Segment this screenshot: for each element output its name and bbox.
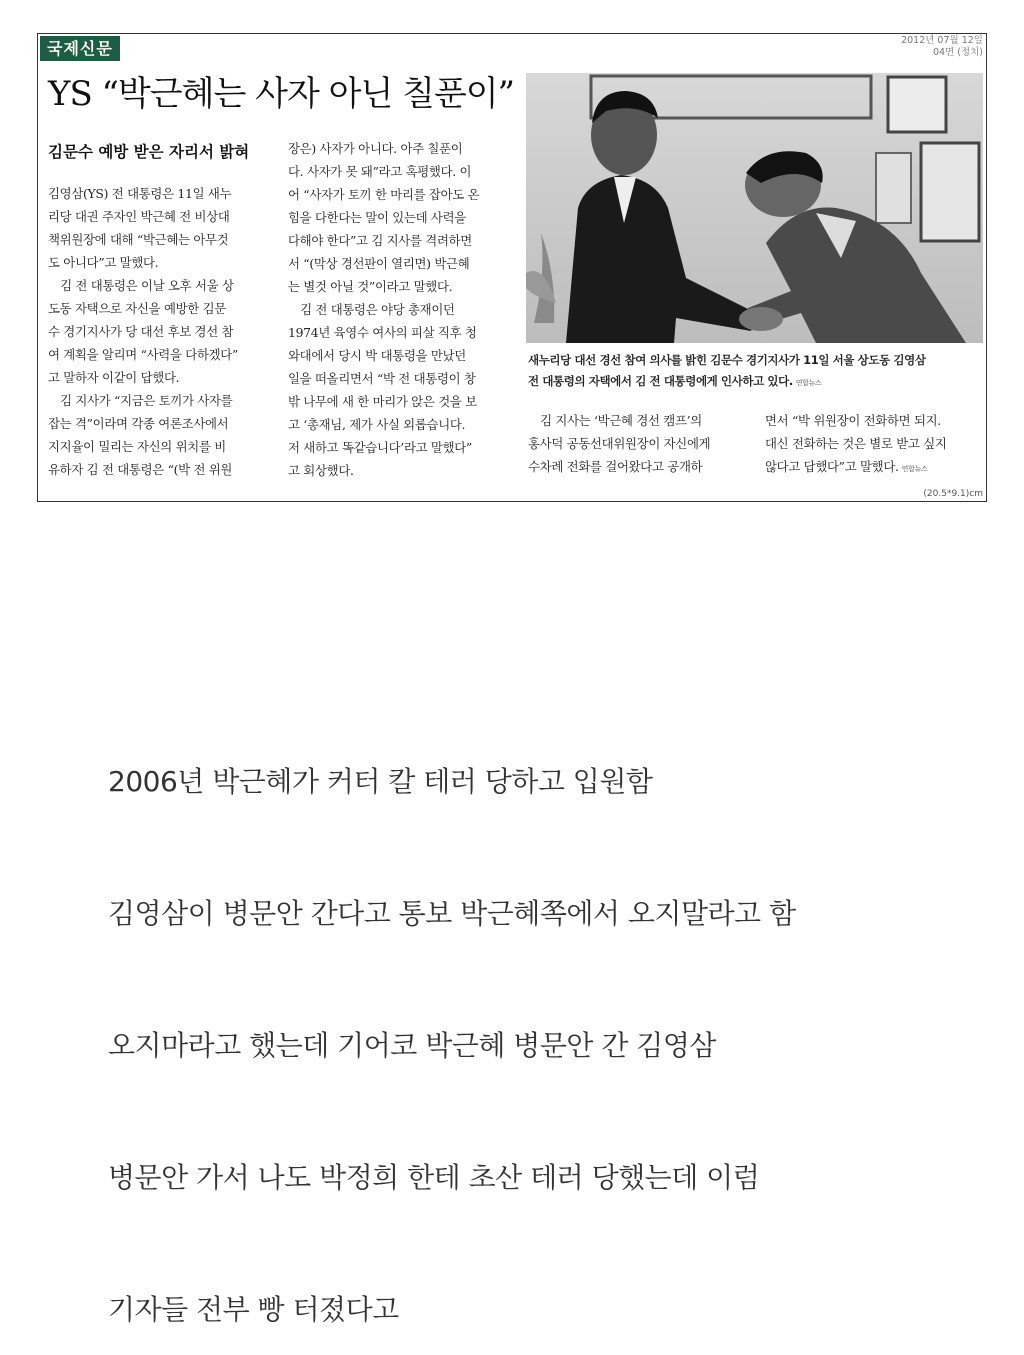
wall-frame bbox=[921, 143, 979, 241]
body-line: 힘을 다한다는 말이 있는데 사력을 bbox=[288, 210, 466, 225]
body-line: 김 전 대통령은 야당 총재이던 bbox=[288, 302, 455, 317]
body-line: 도 아니다”고 말했다. bbox=[48, 255, 159, 270]
caption-line bbox=[528, 371, 983, 394]
body-line: 어 “사자가 토끼 한 마리를 잡아도 온 bbox=[288, 187, 480, 202]
article-page: 04면 (정치) bbox=[932, 47, 983, 58]
article-subhead: 김문수 예방 받은 자리서 밝혀 bbox=[48, 142, 250, 161]
person-left-suit bbox=[566, 175, 756, 343]
body-line: 대신 전화하는 것은 별로 받고 싶지 bbox=[765, 436, 947, 451]
body-line: 잡는 격”이라며 각종 여론조사에서 bbox=[48, 416, 229, 431]
body-line: 면서 “박 위원장이 전화하면 되지. bbox=[765, 413, 941, 428]
body-line: 고 회상했다. bbox=[288, 463, 354, 478]
body-line: 밖 나무에 새 한 마리가 앉은 것을 보 bbox=[288, 394, 477, 409]
body-line: 고 말하자 이같이 답했다. bbox=[48, 370, 180, 385]
wall-frame bbox=[876, 153, 911, 223]
body-line: 와대에서 당시 박 대통령을 만났던 bbox=[288, 348, 466, 363]
body-line: 고 ‘총재님, 제가 사실 외롭습니다. bbox=[288, 417, 466, 432]
article-photo bbox=[526, 73, 983, 343]
caption-line: 새누리당 대선 경선 참여 의사를 밝힌 김문수 경기지사가 11일 서울 상도동 김영삼 bbox=[528, 353, 926, 367]
body-line: 유하자 김 전 대통령은 “(박 전 위원 bbox=[48, 462, 233, 477]
body-line bbox=[765, 455, 987, 478]
photo-illustration bbox=[526, 73, 983, 343]
body-line: 다. 사자가 못 돼”라고 혹평했다. 이 bbox=[288, 164, 472, 179]
comment-line-2: 김영삼이 병문안 간다고 통보 박근혜쪽에서 오지말라고 함 bbox=[108, 897, 796, 930]
wall-frame bbox=[888, 77, 946, 132]
article-dateline bbox=[901, 35, 983, 59]
body-line: 여 계획을 알리며 “사력을 다하겠다” bbox=[48, 347, 238, 362]
newspaper-clipping bbox=[37, 33, 987, 502]
clipping-size-note: (20.5*9.1)cm bbox=[923, 489, 983, 499]
article-credit: 연합뉴스 bbox=[901, 465, 928, 473]
article-column-2 bbox=[288, 137, 514, 482]
body-line: 지지율이 밀리는 자신의 위치를 비 bbox=[48, 439, 226, 454]
body-line: 1974년 육영수 여사의 피살 직후 청 bbox=[288, 325, 477, 340]
comment-line-4: 병문안 가서 나도 박정희 한테 초산 테러 당했는데 이럼 bbox=[108, 1161, 760, 1194]
article-column-4 bbox=[765, 409, 987, 478]
body-line: 김 지사가 “지금은 토끼가 사자를 bbox=[48, 393, 233, 408]
body-line: 저 새하고 똑같습니다’라고 말했다” bbox=[288, 440, 472, 455]
caption-credit: 연합뉴스 bbox=[795, 379, 822, 387]
body-line: 장은) 사자가 아니다. 아주 칠푼이 bbox=[288, 141, 463, 156]
newspaper-masthead: 국제신문 bbox=[40, 36, 120, 61]
body-line: 김 전 대통령은 이날 오후 서울 상 bbox=[48, 278, 234, 293]
comment-line-5: 기자들 전부 빵 터졌다고 bbox=[108, 1293, 399, 1326]
body-line: 책위원장에 대해 “박근혜는 아무것 bbox=[48, 232, 229, 247]
body-line: 홍사덕 공동선대위원장이 자신에게 bbox=[528, 436, 711, 451]
article-date: 2012년 07월 12일 bbox=[901, 35, 983, 46]
comment-line-1: 2006년 박근혜가 커터 칼 테러 당하고 입원함 bbox=[108, 765, 653, 798]
article-column-1 bbox=[48, 182, 274, 481]
body-line: 김 지사는 ‘박근혜 경선 캠프’의 bbox=[528, 413, 702, 428]
photo-caption bbox=[528, 350, 983, 394]
body-line-text: 않다고 답했다”고 말했다. bbox=[765, 459, 899, 474]
body-line: 다해야 한다”고 김 지사를 격려하면 bbox=[288, 233, 472, 248]
body-line: 도동 자택으로 자신을 예방한 김문 bbox=[48, 301, 226, 316]
body-line: 서 “(막상 경선판이 열리면) 박근혜 bbox=[288, 256, 470, 271]
article-column-3 bbox=[528, 409, 752, 478]
body-line: 수 경기지사가 당 대선 후보 경선 참 bbox=[48, 324, 234, 339]
article-headline: YS “박근혜는 사자 아닌 칠푼이” bbox=[48, 74, 515, 114]
body-line: 일을 떠올리면서 “박 전 대통령이 창 bbox=[288, 371, 476, 386]
body-line: 수차례 전화를 걸어왔다고 공개하 bbox=[528, 459, 703, 474]
handshake bbox=[739, 307, 783, 331]
body-line: 는 별것 아닐 것”이라고 말했다. bbox=[288, 279, 453, 294]
caption-line-text: 전 대통령의 자택에서 김 전 대통령에게 인사하고 있다. bbox=[528, 374, 793, 388]
comment-line-3: 오지마라고 했는데 기어코 박근혜 병문안 간 김영삼 bbox=[108, 1029, 716, 1062]
body-line: 김영삼(YS) 전 대통령은 11일 새누 bbox=[48, 186, 232, 201]
body-line: 리당 대권 주자인 박근혜 전 비상대 bbox=[48, 209, 230, 224]
